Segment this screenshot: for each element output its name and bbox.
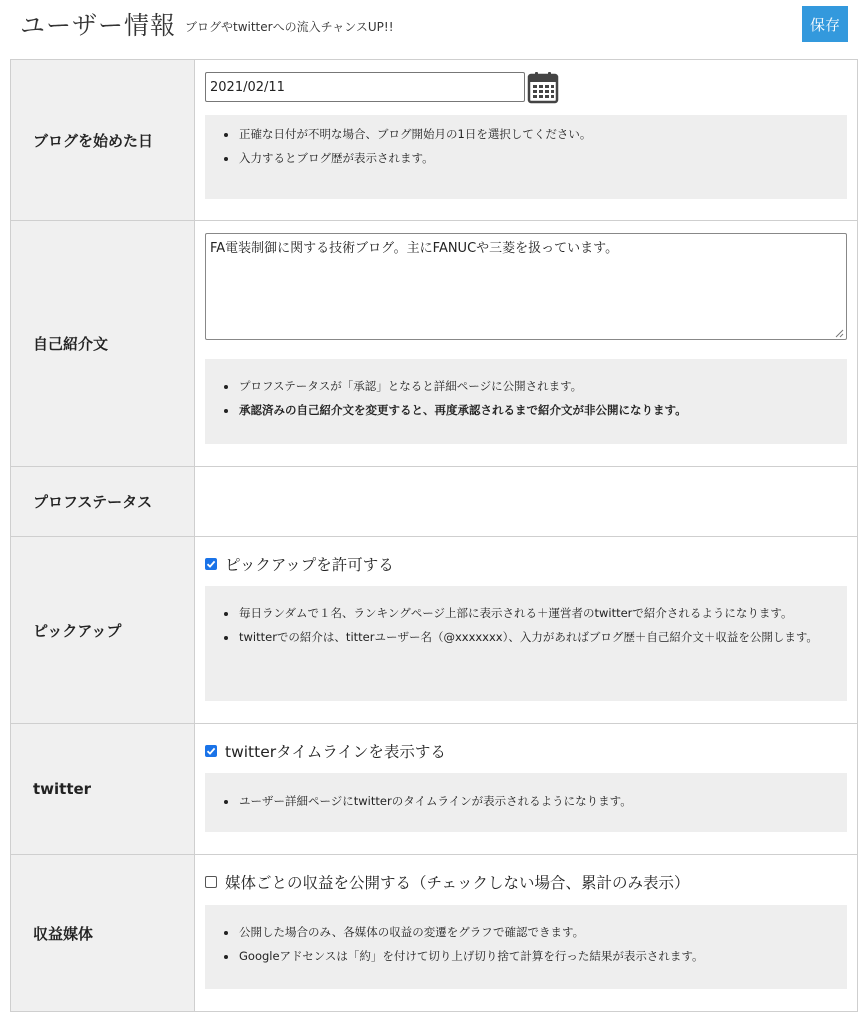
check-icon (206, 746, 216, 756)
list-item: 毎日ランダムで１名、ランキングページ上部に表示される＋運営者のtwitterで紹介されるようになります。 (239, 606, 835, 621)
row-label-revenue: 収益媒体 (11, 855, 195, 1011)
row-content-prof-status (195, 467, 857, 536)
revenue-checkbox[interactable] (205, 876, 217, 888)
blog-start-date-input[interactable] (205, 72, 525, 102)
row-label-pickup: ピックアップ (11, 537, 195, 723)
list-item: 公開した場合のみ、各媒体の収益の変遷をグラフで確認できます。 (239, 925, 835, 940)
blog-start-notes (205, 115, 847, 199)
list-item: 承認済みの自己紹介文を変更すると、再度承認されるまで紹介文が非公開になります。 (239, 403, 835, 418)
intro-textarea[interactable] (205, 233, 847, 340)
list-item: 正確な日付が不明な場合、ブログ開始月の1日を選択してください。 (239, 127, 835, 142)
list-item: twitterでの紹介は、titterユーザー名（@xxxxxxx）、入力があればブログ歴＋自己紹介文＋収益を公開します。 (239, 630, 835, 645)
pickup-notes (205, 586, 847, 701)
check-icon (206, 559, 216, 569)
revenue-checkbox-row[interactable] (205, 871, 690, 893)
twitter-checkbox-row[interactable] (205, 740, 446, 762)
row-content-twitter (195, 724, 857, 854)
row-label-twitter: twitter (11, 724, 195, 854)
page-subtitle: ブログやtwitterへの流入チャンスUP!! (185, 20, 394, 34)
row-twitter (11, 724, 857, 855)
row-content-revenue (195, 855, 857, 1011)
calendar-icon[interactable] (527, 71, 559, 104)
user-info-form (10, 59, 858, 1012)
row-blog-start (11, 60, 857, 221)
row-label-intro: 自己紹介文 (11, 221, 195, 466)
list-item: ユーザー詳細ページにtwitterのタイムラインが表示されるようになります。 (239, 794, 835, 809)
row-content-blog-start (195, 60, 857, 220)
twitter-notes (205, 773, 847, 832)
save-button[interactable]: 保存 (802, 6, 848, 42)
row-prof-status (11, 467, 857, 537)
revenue-checkbox-label[interactable]: 媒体ごとの収益を公開する（チェックしない場合、累計のみ表示） (225, 874, 690, 892)
page-title: ユーザー情報 (20, 11, 177, 40)
row-label-blog-start: ブログを始めた日 (11, 60, 195, 220)
row-pickup (11, 537, 857, 724)
resize-grip-icon[interactable] (834, 328, 844, 338)
twitter-checkbox-label[interactable]: twitterタイムラインを表示する (225, 743, 446, 761)
row-intro (11, 221, 857, 467)
pickup-checkbox-row[interactable] (205, 553, 394, 575)
intro-notes (205, 359, 847, 444)
row-content-pickup (195, 537, 857, 723)
revenue-notes (205, 905, 847, 989)
pickup-checkbox[interactable] (205, 558, 217, 570)
list-item: 入力するとブログ歴が表示されます。 (239, 151, 835, 166)
pickup-checkbox-label[interactable]: ピックアップを許可する (225, 556, 394, 574)
list-item: プロフステータスが「承認」となると詳細ページに公開されます。 (239, 379, 835, 394)
twitter-checkbox[interactable] (205, 745, 217, 757)
row-content-intro (195, 221, 857, 466)
row-label-prof-status: プロフステータス (11, 467, 195, 536)
list-item: Googleアドセンスは「約」を付けて切り上げ切り捨て計算を行った結果が表示されます。 (239, 949, 835, 964)
page-header (0, 0, 867, 60)
row-revenue (11, 855, 857, 1011)
